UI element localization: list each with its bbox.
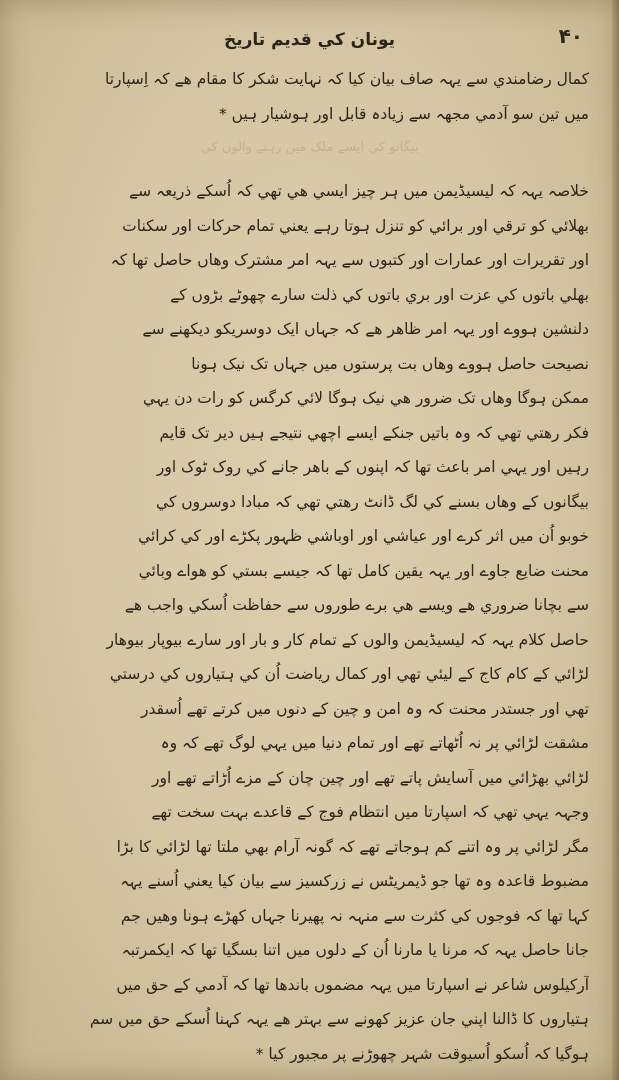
text-line: ممکن ہوگا وھاں تک ضرور ھي نیک ہوگا لائي کرگس کو رات دن یہي <box>142 389 589 407</box>
text-line: وجہہ یہي تھي کہ اسپارتا میں انتظام فوج کے قاعدے بہت سخت تھے <box>151 803 589 821</box>
text-line: بھلائي کو ترقي اور برائي کو تنزل ہوتا رہے یعني تمام حرکات اور سکنات <box>122 216 589 235</box>
text-line: حاصل کلام یہہ کہ لیسیڈیمن والوں کے تمام کار و بار اور سارے بیوپار بیوھار <box>106 630 589 649</box>
text-line: نصیحت حاصل ہووے وھاں بت پرستوں میں جہاں تک نیک ہونا <box>191 354 589 373</box>
text-line: ہوگیا کہ اُسکو اُسیوقت شہر چھوڑنے پر مجبور کیا * <box>255 1044 589 1063</box>
text-line: جانا حاصل یہہ کہ مرنا یا مارنا اُن کے دلوں میں اتنا بسگیا تھا کہ ایکمرتبہ <box>121 941 589 959</box>
text-line: اور تقریرات اور عمارات اور کتبوں سے یہہ امر مشترک وھاں حاصل تھا کہ <box>110 251 589 269</box>
text-line: میں تین سو آدمي مجھہ سے زیادہ قابل اور ہوشیار ہیں * <box>218 104 589 123</box>
binding-crease <box>612 0 619 1080</box>
text-line: کمال رضامندي سے یہہ صاف بیان کیا کہ نہایت شکر کا مقام ھے کہ اِسپارتا <box>104 70 589 88</box>
page-number: ۴۰ <box>558 24 583 48</box>
text-line: سے بچانا ضروري ھے ویسے ھي برے طوروں سے حفاظت اُسکي واجب ھے <box>124 596 589 614</box>
paragraph-1 <box>30 62 589 131</box>
text-line: مگر لڑائي پر وہ اتنے کم ہوجاتے تھے کہ گونہ آرام بھي ملتا تھا لڑائي کا بڑا <box>116 837 589 856</box>
text-line: آرکیلوس شاعر نے اسپارتا میں یہہ مضموں باندھا تھا کہ آدمي کے حق میں <box>116 975 589 994</box>
text-line: فکر رھتي تھي کہ وہ باتیں جنکے ایسے اچھي نتیجے ہیں دیر تک قایم <box>159 423 589 442</box>
text-line: ہتیاروں کا ڈالنا اپني جان عزیز کھونے سے بہتر ھے یہہ کہنا اُسکے حق میں سم <box>89 1010 589 1028</box>
text-line: بیگانوں کے وھاں بسنے کي لگ ڈانٹ رھتي تھي کہ مبادا دوسروں کي <box>156 492 589 511</box>
text-line: لڑائي بھڑائي میں آسایش پاتے تھے اور چین چان کے مزے اُڑاتے تھے اور <box>152 768 589 787</box>
paragraph-2 <box>30 174 589 1071</box>
text-line: محنت ضایع جاوے اور یہہ یقین کامل تھا کہ جیسے بستي کو ھواے وبائي <box>138 561 589 580</box>
text-line: تھي اور جستدر محنت کہ وہ امن و چین کے دنوں میں کرتے تھے اُسقدر <box>141 699 589 718</box>
page-header <box>30 22 589 62</box>
running-title: یونان کي قدیم تاریخ <box>223 30 395 50</box>
text-line: بھلي باتوں کي عزت اور بري باتوں کي ذلت سارے چھوٹے بڑوں کے <box>170 285 589 304</box>
text-line: کہا تھا کہ فوجوں کي کثرت سے منہہ نہ پھیرنا جہاں کھڑے ہونا وھیں جم <box>120 906 589 925</box>
text-line: مشقت لڑائي پر نہ اُٹھاتے تھے اور تمام دنیا میں یہي لوگ تھے کہ وہ <box>160 734 589 752</box>
text-line: رہیں اور یہي امر باعث تھا کہ اپنوں کے باھر جانے کي روک ٹوک اور <box>156 458 589 476</box>
text-line: خوبو اُن میں اثر کرے اور عیاشي اور اوباشي ظہور پکڑے اور کي کرائي <box>138 527 589 545</box>
text-line: لڑائي کے کام کاج کے لیئي تھي اور کمال ریاضت اُن کي ہتیاروں کي درستي <box>109 665 589 683</box>
faded-bleed-through-line: بیگانو کي ایسے ملک ميں رہنے والوں کي <box>200 140 419 155</box>
text-line: دلنشین ہووے اور یہہ امر ظاھر ھے کہ جہاں ایک دوسریکو دیکھنے سے <box>142 320 589 338</box>
text-line: خلاصہ یہہ کہ لیسیڈیمن میں ہر چیز ایسي ھي تھي کہ اُسکے ذریعہ سے <box>129 182 589 200</box>
text-line: مضبوط قاعدہ وہ تھا جو ڈیمریٹس نے زرکسیز سے بیان کیا یعني اُسنے یہہ <box>120 872 589 890</box>
